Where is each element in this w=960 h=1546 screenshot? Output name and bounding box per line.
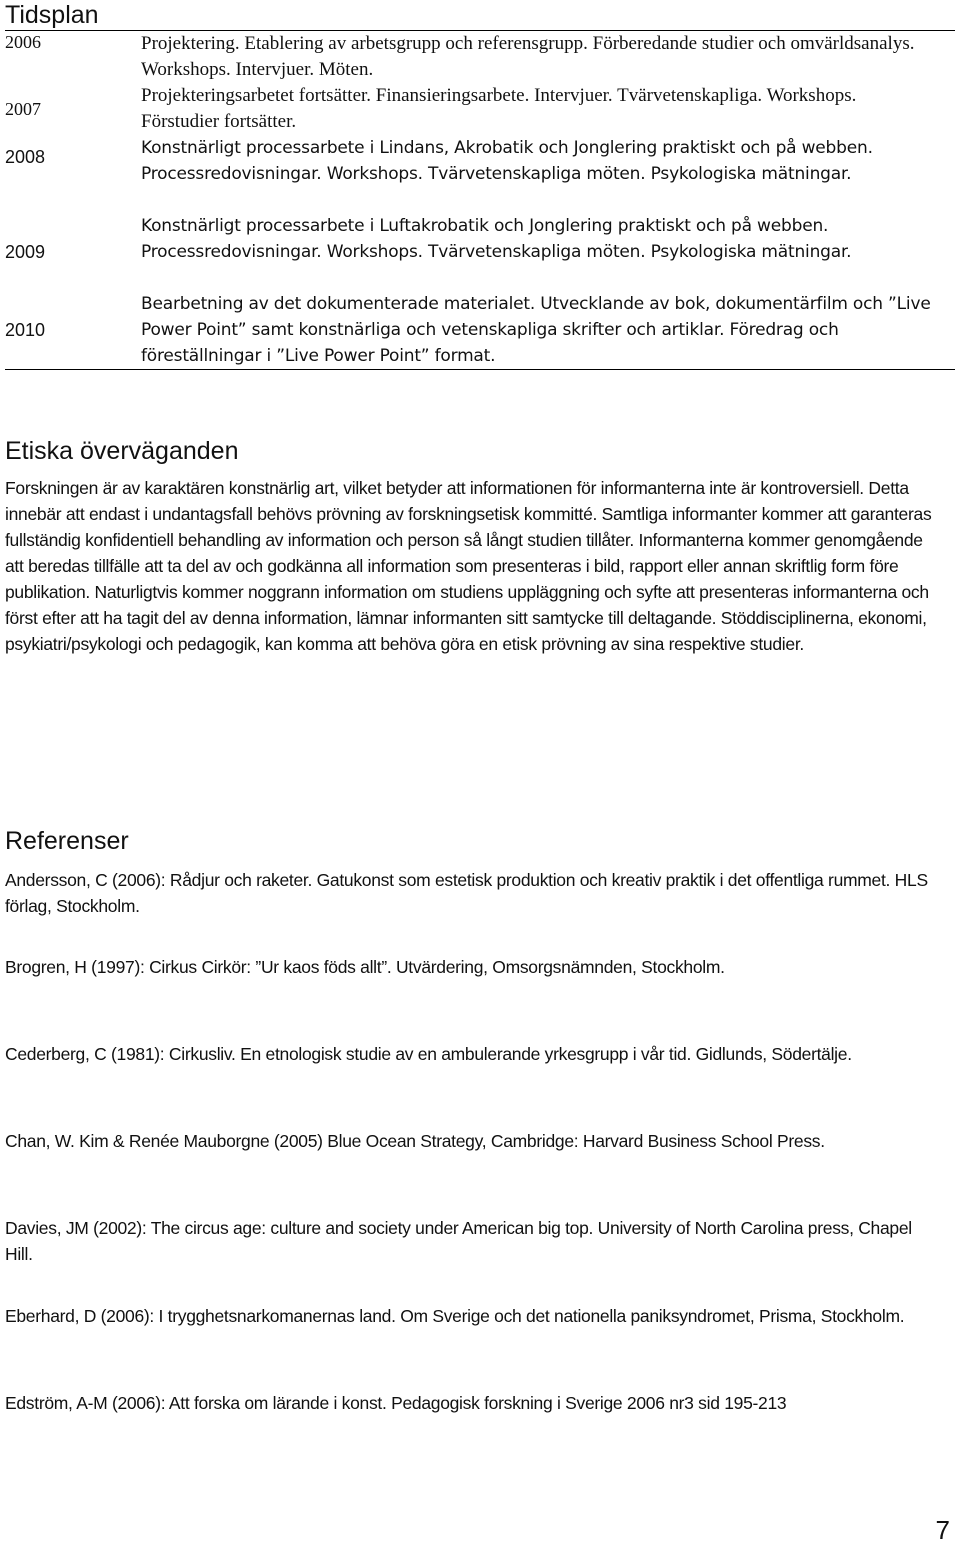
ethics-body: Forskningen är av karaktären konstnärlig art, vilket betyder att informationen för informanterna inte är kontroversiell. Detta innebär att endast i undantagsfall behövs prövning av forskningsetisk kommitté. Samtliga informanter kommer att garanteras fullständig konfidentiell behandling av information och person så långt studien tillåter. Informanterna kommer genomgående att beredas tillfälle att ta del av och godkänna all information som presenteras i bild, rapport eller annan skriftlig form före publikation. Naturligtvis kommer noggrann information om studiens uppläggning och syfte att presenteras informanterna och först efter att ha tagit del av denna information, lämnar informanten sitt samtycke till deltagande. Stöddisciplinerna, ekonomi, psykiatri/psykologi och pedagogik, kan komma att behöva göra en etisk prövning av sina respektive studier. xyxy=(5,478,932,654)
timeplan-year: 2006 xyxy=(5,32,41,52)
timeplan-row xyxy=(5,213,955,291)
ethics-title: Etiska överväganden xyxy=(5,437,239,465)
reference-item: Edström, A-M (2006): Att forska om lärande i konst. Pedagogisk forskning i Sverige 2006 nr3 sid 195-213 xyxy=(5,1393,787,1413)
timeplan-text: Projektering. Etablering av arbetsgrupp och referensgrupp. Förberedande studier och omvärldsanalys. Workshops. Intervjuer. Möten. xyxy=(141,33,915,80)
timeplan-year: 2008 xyxy=(5,147,46,167)
timeplan-table xyxy=(5,30,955,370)
timeplan-row xyxy=(5,135,955,213)
reference-item: Andersson, C (2006): Rådjur och raketer. Gatukonst som estetisk produktion och kreativ praktik i det offentliga rummet. HLS förlag, Stockholm. xyxy=(5,870,928,916)
page-number: 7 xyxy=(935,1515,950,1545)
timeplan-text: Konstnärligt processarbete i Lindans, Akrobatik och Jonglering praktiskt och på webben. Processredovisningar. Workshops. Tvärvetenskapliga möten. Psykologiska mätningar. xyxy=(141,138,873,184)
references-title: Referenser xyxy=(5,827,129,855)
reference-item: Eberhard, D (2006): I trygghetsnarkomanernas land. Om Sverige och det nationella paniksyndromet, Prisma, Stockholm. xyxy=(5,1306,905,1326)
reference-item: Chan, W. Kim & Renée Mauborgne (2005) Blue Ocean Strategy, Cambridge: Harvard Business School Press. xyxy=(5,1131,825,1151)
timeplan-text: Bearbetning av det dokumenterade materialet. Utvecklande av bok, dokumentärfilm och ”Live Power Point” samt konstnärliga och vetenskapliga skrifter och artiklar. Föredrag och föreställningar i ”Live Power Point” format. xyxy=(141,294,931,366)
timeplan-title: Tidsplan xyxy=(5,1,99,29)
reference-item: Cederberg, C (1981): Cirkusliv. En etnologisk studie av en ambulerande yrkesgrupp i vår tid. Gidlunds, Södertälje. xyxy=(5,1044,852,1064)
timeplan-row xyxy=(5,291,955,369)
timeplan-text: Projekteringsarbetet fortsätter. Finansieringsarbete. Intervjuer. Tvärvetenskapliga. Workshops. Förstudier fortsätter. xyxy=(141,85,857,132)
timeplan-row xyxy=(5,31,955,83)
timeplan-row xyxy=(5,83,955,135)
timeplan-year: 2010 xyxy=(5,319,46,340)
reference-item: Brogren, H (1997): Cirkus Cirkör: ”Ur kaos föds allt”. Utvärdering, Omsorgsnämnden, Stockholm. xyxy=(5,957,725,977)
timeplan-year: 2009 xyxy=(5,241,46,262)
timeplan-text: Konstnärligt processarbete i Luftakrobatik och Jonglering praktiskt och på webben. Processredovisningar. Workshops. Tvärvetenskapliga möten. Psykologiska mätningar. xyxy=(141,216,852,262)
timeplan-year: 2007 xyxy=(5,98,41,119)
reference-item: Davies, JM (2002): The circus age: culture and society under American big top. University of North Carolina press, Chapel Hill. xyxy=(5,1218,912,1264)
